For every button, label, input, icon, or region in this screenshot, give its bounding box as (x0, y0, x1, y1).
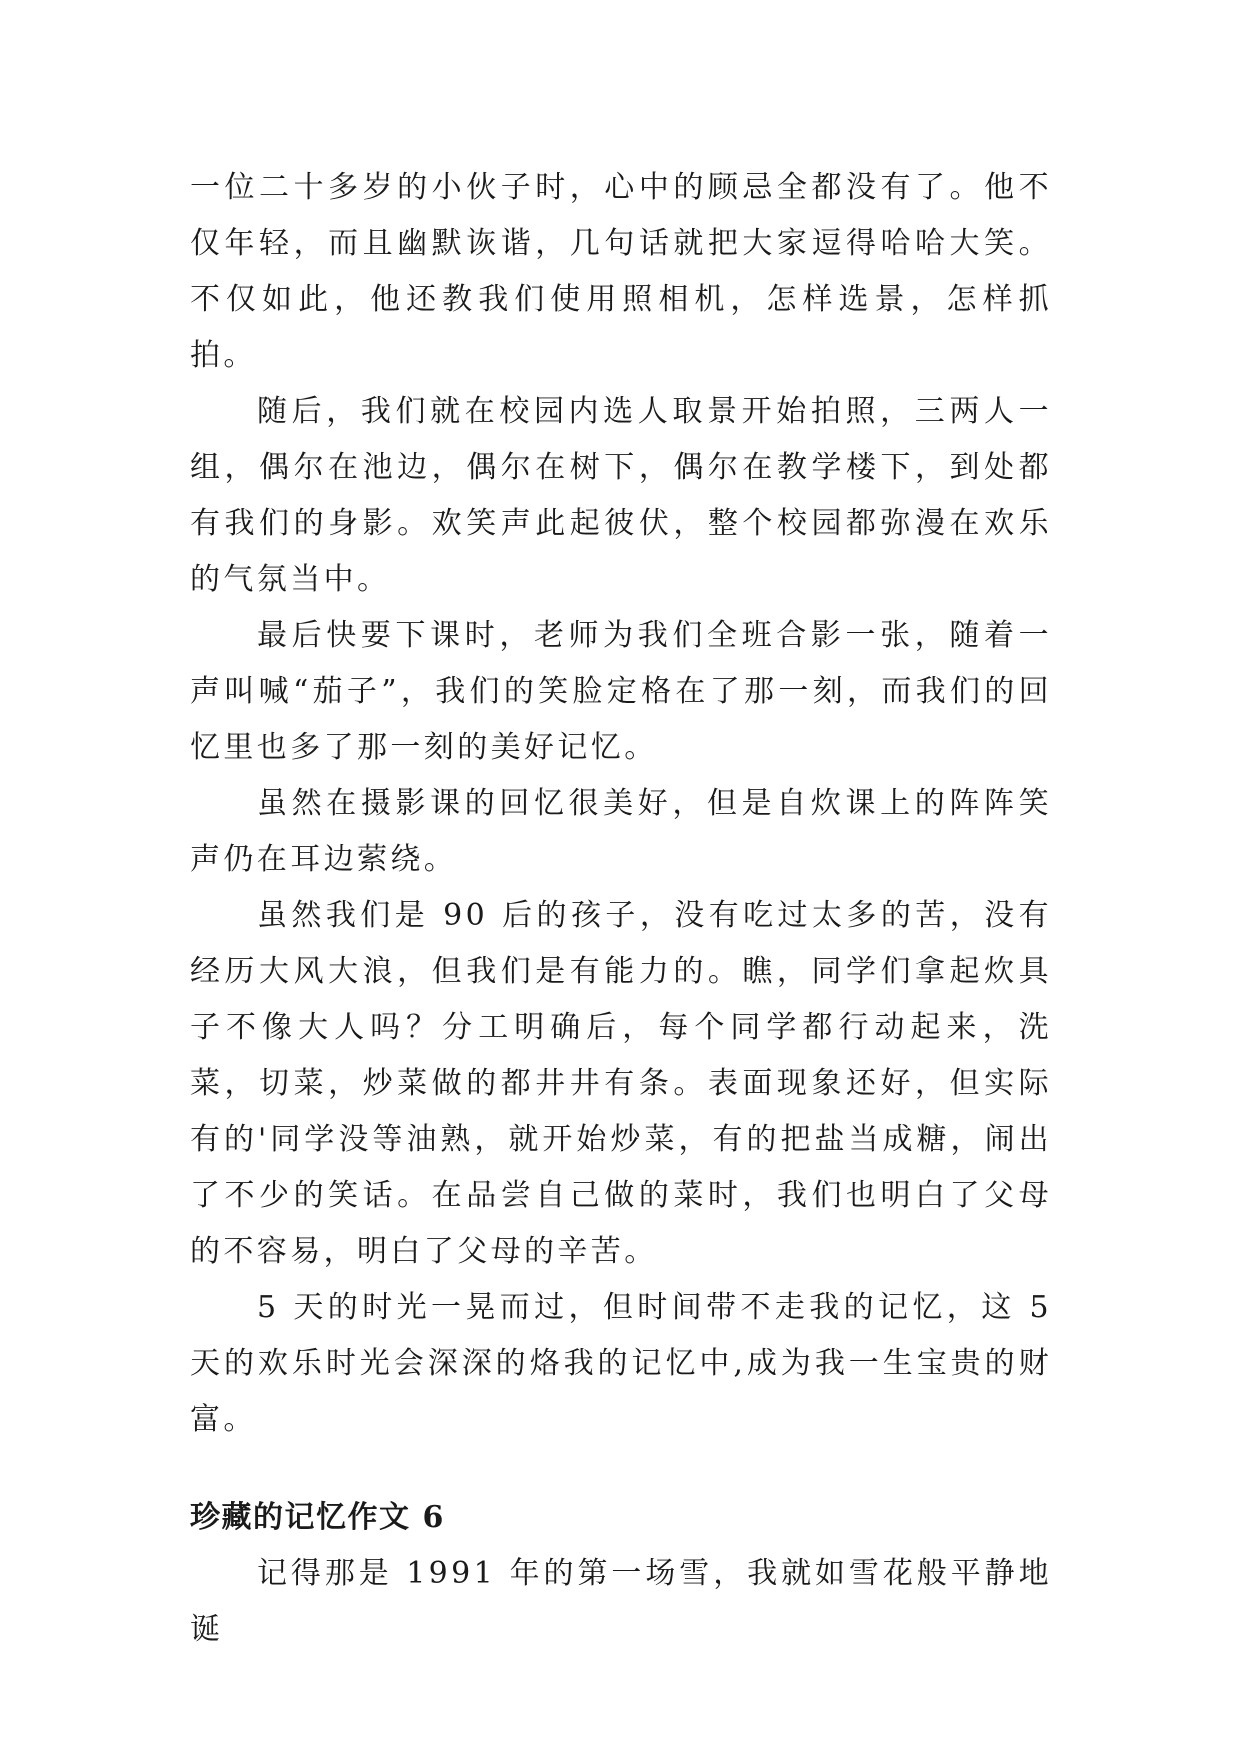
paragraph-7: 记得那是 1991 年的第一场雪，我就如雪花般平静地诞 (190, 1556, 1052, 1647)
paragraph-4: 虽然在摄影课的回忆很美好，但是自炊课上的阵阵笑声仍在耳边萦绕。 (190, 786, 1052, 877)
section-gap (190, 1448, 1052, 1466)
paragraph-6: 5 天的时光一晃而过，但时间带不走我的记忆，这 5 天的欢乐时光会深深的烙我的记忆中,成为我一生宝贵的财富。 (190, 1290, 1052, 1437)
paragraph-1: 一位二十多岁的小伙子时，心中的顾忌全都没有了。他不仅年轻，而且幽默诙谐，几句话就把大家逗得哈哈大笑。不仅如此，他还教我们使用照相机，怎样选景，怎样抓拍。 (190, 170, 1052, 373)
paragraph-2: 随后，我们就在校园内选人取景开始拍照，三两人一组，偶尔在池边，偶尔在树下，偶尔在教学楼下，到处都有我们的身影。欢笑声此起彼伏，整个校园都弥漫在欢乐的气氛当中。 (190, 394, 1052, 597)
paragraph-3: 最后快要下课时，老师为我们全班合影一张，随着一声叫喊“茄子”，我们的笑脸定格在了那一刻，而我们的回忆里也多了那一刻的美好记忆。 (190, 618, 1052, 765)
paragraph-5: 虽然我们是 90 后的孩子，没有吃过太多的苦，没有经历大风大浪，但我们是有能力的。瞧，同学们拿起炊具子不像大人吗？分工明确后，每个同学都行动起来，洗菜，切菜，炒菜做的都井井有条。表面现象还好，但实际有的'同学没等油熟，就开始炒菜，有的把盐当成糖，闹出了不少的笑话。在品尝自己做的菜时，我们也明白了父母的不容易，明白了父母的辛苦。 (190, 898, 1052, 1269)
section-heading: 珍藏的记忆作文 6 (190, 1500, 445, 1535)
document-page (190, 160, 1052, 1658)
